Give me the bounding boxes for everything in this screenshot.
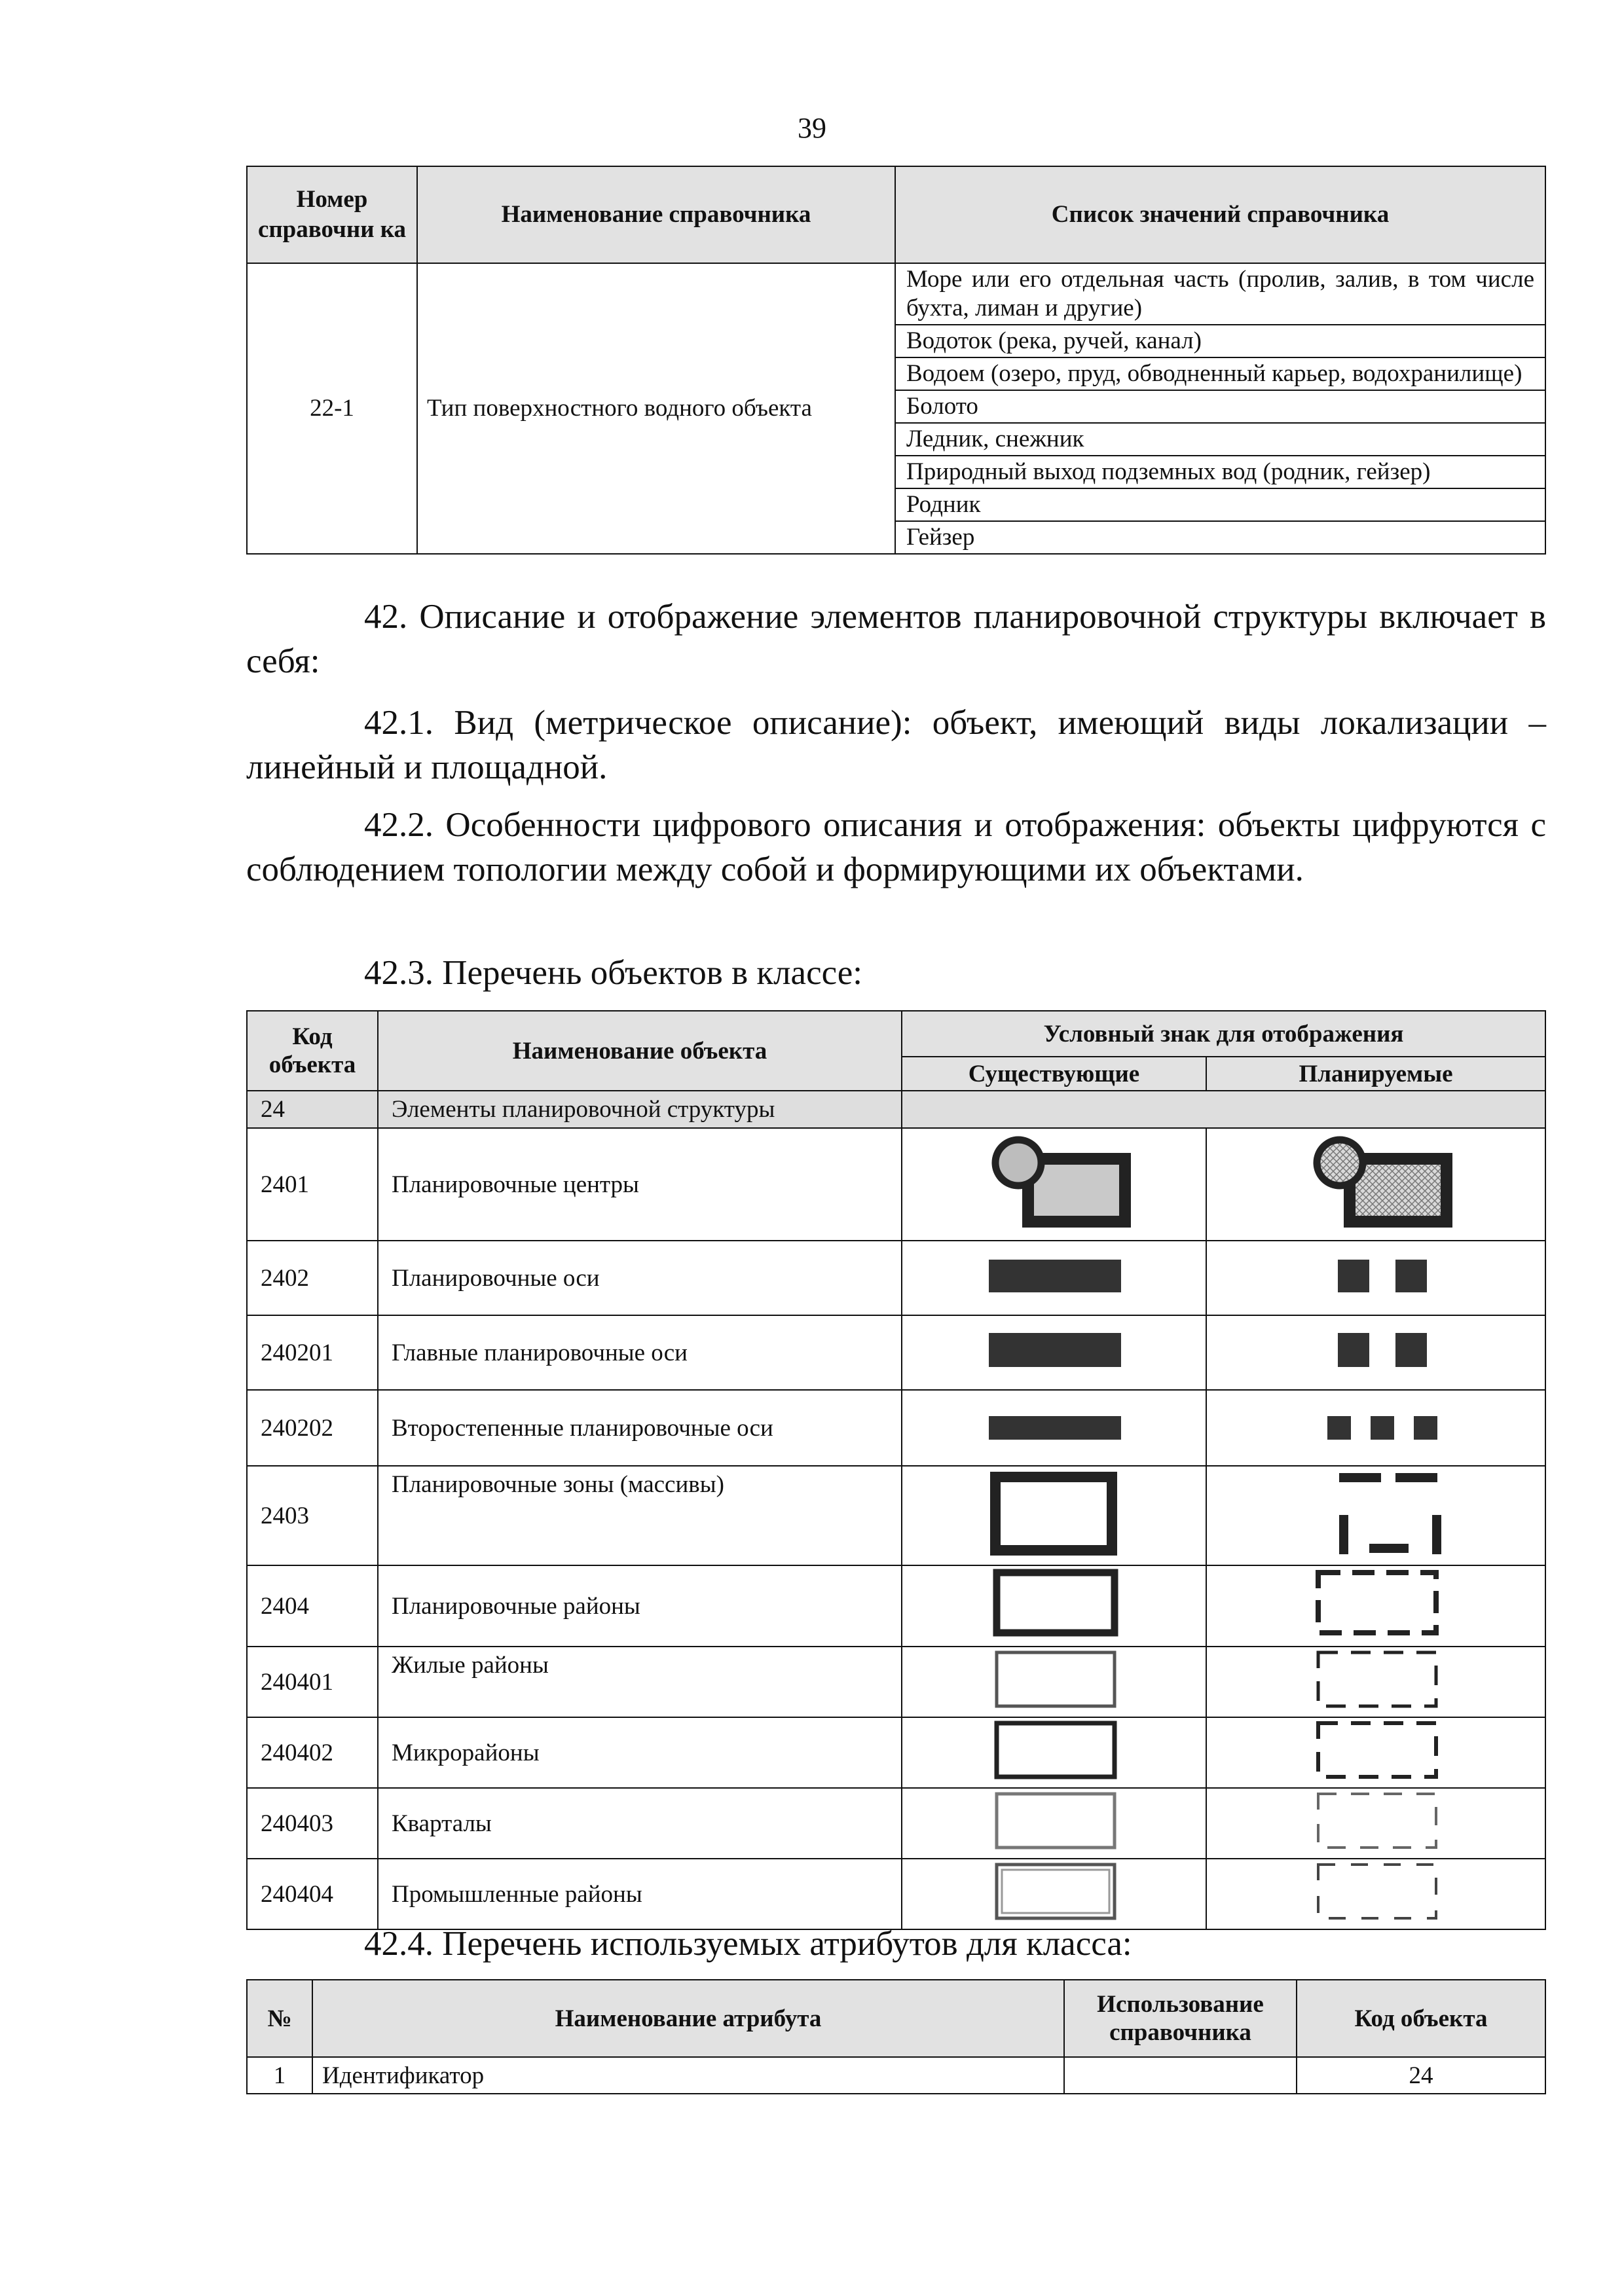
ref-value: Водоток (река, ручей, канал)	[895, 325, 1545, 357]
ref-value: Водоем (озеро, пруд, обводненный карьер, водохранилище)	[895, 357, 1545, 390]
header-object-code: Код объекта	[247, 1011, 378, 1091]
symbol-existing-centers	[902, 1128, 1206, 1241]
object-name: Главные планировочные оси	[378, 1315, 902, 1390]
ref-value: Гейзер	[895, 521, 1545, 554]
ref-value: Родник	[895, 488, 1545, 521]
header-ref-values: Список значений справочника	[895, 166, 1545, 263]
object-code: 240401	[247, 1647, 378, 1717]
object-name: Промышленные районы	[378, 1859, 902, 1929]
ref-value: Природный выход подземных вод (родник, гейзер)	[895, 456, 1545, 488]
object-name: Микрорайоны	[378, 1717, 902, 1788]
object-code: 240402	[247, 1717, 378, 1788]
header-existing: Существующие	[902, 1057, 1206, 1091]
object-code: 2403	[247, 1466, 378, 1565]
paragraph-42: 42. Описание и отображение элементов планировочной структуры включает в себя:	[246, 598, 1546, 680]
header-attr-code: Код объекта	[1297, 1980, 1545, 2057]
page-number: 39	[798, 112, 826, 144]
planning-center-planned-icon	[1278, 1129, 1474, 1233]
header-attr-number: №	[247, 1980, 312, 2057]
header-planned: Планируемые	[1206, 1057, 1545, 1091]
reference-table	[246, 166, 1546, 555]
attr-ref	[1064, 2057, 1297, 2094]
object-name: Планировочные оси	[378, 1241, 902, 1315]
secondary-axis-existing-icon	[956, 1402, 1153, 1448]
object-name: Планировочные районы	[378, 1565, 902, 1647]
planning-axis-planned-icon	[1278, 1252, 1474, 1298]
ref-code: 22-1	[247, 263, 417, 554]
paragraph-42-3: 42.3. Перечень объектов в классе:	[364, 954, 863, 992]
objects-table	[246, 1010, 1546, 1930]
header-sign: Условный знак для отображения	[902, 1011, 1545, 1057]
attributes-table	[246, 1979, 1546, 2094]
object-name: Кварталы	[378, 1788, 902, 1859]
header-object-name: Наименование объекта	[378, 1011, 902, 1091]
object-name: Планировочные центры	[378, 1128, 902, 1241]
object-code: 2401	[247, 1128, 378, 1241]
paragraph-42-2: 42.2. Особенности цифрового описания и отображения: объекты цифруются с соблюдением топологии между собой и формирующими их объектами.	[246, 806, 1546, 888]
object-code: 240403	[247, 1788, 378, 1859]
header-ref-number: Номер справочни ка	[247, 166, 417, 263]
paragraph-42-1: 42.1. Вид (метрическое описание): объект, имеющий виды локализации – линейный и площадной.	[246, 704, 1546, 786]
group-name: Элементы планировочной структуры	[378, 1091, 902, 1128]
industrial-district-existing-icon	[956, 1859, 1153, 1922]
header-ref-name: Наименование справочника	[417, 166, 895, 263]
planning-axis-existing-icon	[956, 1252, 1153, 1298]
ref-value: Море или его отдельная часть (пролив, залив, в том числе бухта, лиман и другие)	[895, 263, 1545, 325]
secondary-axis-planned-icon	[1278, 1402, 1474, 1448]
object-name: Жилые районы	[378, 1647, 902, 1717]
ref-value: Ледник, снежник	[895, 423, 1545, 456]
attr-code: 24	[1297, 2057, 1545, 2094]
planning-zone-existing-icon	[956, 1467, 1153, 1558]
microdistrict-planned-icon	[1278, 1718, 1474, 1781]
object-code: 240201	[247, 1315, 378, 1390]
industrial-district-planned-icon	[1278, 1859, 1474, 1922]
planning-district-existing-icon	[956, 1566, 1153, 1639]
object-code: 240202	[247, 1390, 378, 1466]
main-axis-existing-icon	[956, 1326, 1153, 1372]
quarter-planned-icon	[1278, 1789, 1474, 1851]
planning-district-planned-icon	[1278, 1566, 1474, 1639]
header-attr-name: Наименование атрибута	[312, 1980, 1064, 2057]
header-attr-ref: Использование справочника	[1064, 1980, 1297, 2057]
object-code: 240404	[247, 1859, 378, 1929]
residential-district-planned-icon	[1278, 1647, 1474, 1710]
object-code: 2402	[247, 1241, 378, 1315]
planning-zone-planned-icon	[1278, 1467, 1474, 1558]
quarter-existing-icon	[956, 1789, 1153, 1851]
attr-name: Идентификатор	[312, 2057, 1064, 2094]
ref-name: Тип поверхностного водного объекта	[417, 263, 895, 554]
group-symbols-empty	[902, 1091, 1545, 1128]
attr-number: 1	[247, 2057, 312, 2094]
object-code: 2404	[247, 1565, 378, 1647]
group-code: 24	[247, 1091, 378, 1128]
microdistrict-existing-icon	[956, 1718, 1153, 1781]
planning-center-existing-icon	[956, 1129, 1153, 1233]
paragraph-42-4: 42.4. Перечень используемых атрибутов для класса:	[364, 1925, 1132, 1963]
symbol-planned-centers	[1206, 1128, 1545, 1241]
object-name: Второстепенные планировочные оси	[378, 1390, 902, 1466]
main-axis-planned-icon	[1278, 1326, 1474, 1372]
ref-value: Болото	[895, 390, 1545, 423]
residential-district-existing-icon	[956, 1647, 1153, 1710]
object-name: Планировочные зоны (массивы)	[378, 1466, 902, 1565]
